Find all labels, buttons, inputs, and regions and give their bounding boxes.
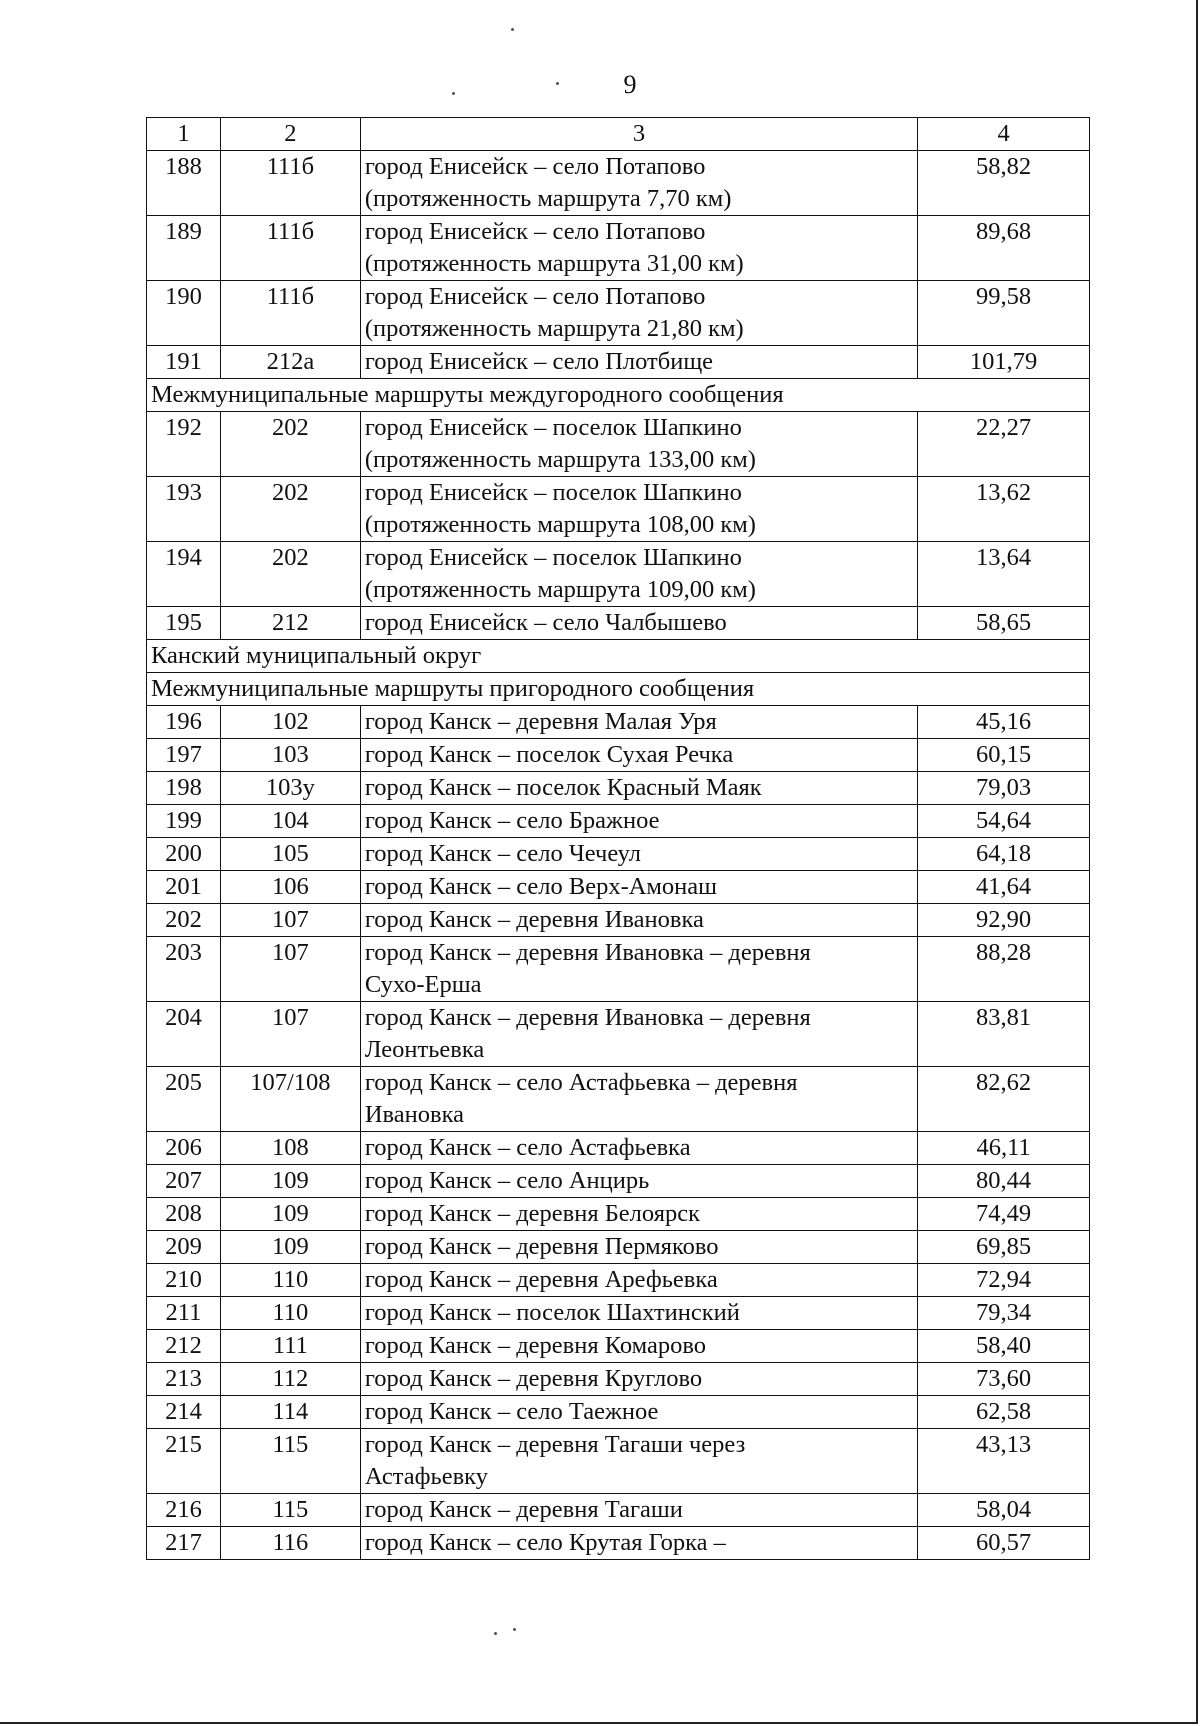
route-value-cell: 58,65	[918, 607, 1090, 640]
route-line: Астафьевку	[364, 1463, 488, 1490]
route-number-cell: 203	[147, 937, 221, 1002]
route-number-cell: 205	[147, 1067, 221, 1132]
route-code-cell: 109	[220, 1198, 360, 1231]
route-line: город Канск – поселок Сухая Речка	[364, 741, 734, 768]
route-code-cell: 109	[220, 1165, 360, 1198]
table-header-row	[147, 118, 1090, 151]
route-number-cell: 215	[147, 1429, 221, 1494]
route-name-cell	[360, 412, 917, 477]
route-code-cell: 111	[220, 1330, 360, 1363]
table-row	[147, 1527, 1090, 1560]
route-value-cell: 80,44	[918, 1165, 1090, 1198]
column-header: 2	[220, 118, 360, 151]
route-code-cell: 111б	[220, 281, 360, 346]
route-line: город Енисейск – поселок Шапкино	[364, 414, 742, 441]
route-code-cell: 109	[220, 1231, 360, 1264]
route-value-cell: 99,58	[918, 281, 1090, 346]
route-value-cell: 101,79	[918, 346, 1090, 379]
section-heading-row	[147, 379, 1090, 412]
route-number-cell: 216	[147, 1494, 221, 1527]
route-line: город Канск – село Крутая Горка –	[364, 1529, 726, 1556]
route-name-cell	[360, 281, 917, 346]
route-number-cell: 194	[147, 542, 221, 607]
table-row	[147, 151, 1090, 216]
table-row	[147, 772, 1090, 805]
table-row	[147, 412, 1090, 477]
route-number-cell: 206	[147, 1132, 221, 1165]
route-name-cell	[360, 706, 917, 739]
route-number-cell: 195	[147, 607, 221, 640]
table-row	[147, 281, 1090, 346]
route-code-cell: 104	[220, 805, 360, 838]
route-name-cell	[360, 542, 917, 607]
route-line: город Енисейск – поселок Шапкино	[364, 544, 742, 571]
table-row	[147, 477, 1090, 542]
route-code-cell: 212	[220, 607, 360, 640]
route-name-cell	[360, 871, 917, 904]
route-line: (протяженность маршрута 21,80 км)	[364, 315, 744, 342]
route-code-cell: 110	[220, 1264, 360, 1297]
route-number-cell: 199	[147, 805, 221, 838]
route-number-cell: 212	[147, 1330, 221, 1363]
route-line: Сухо-Ерша	[364, 971, 482, 998]
route-code-cell: 212а	[220, 346, 360, 379]
table-row	[147, 1198, 1090, 1231]
route-name-cell	[360, 346, 917, 379]
route-name-cell	[360, 1002, 917, 1067]
route-value-cell: 58,04	[918, 1494, 1090, 1527]
route-value-cell: 69,85	[918, 1231, 1090, 1264]
table-row	[147, 346, 1090, 379]
route-value-cell: 45,16	[918, 706, 1090, 739]
route-value-cell: 58,82	[918, 151, 1090, 216]
scan-speck	[511, 28, 514, 31]
route-name-cell	[360, 1396, 917, 1429]
route-number-cell: 190	[147, 281, 221, 346]
route-name-cell	[360, 1429, 917, 1494]
table-row	[147, 1067, 1090, 1132]
route-line: город Енисейск – село Чалбышево	[364, 609, 727, 636]
route-value-cell: 79,03	[918, 772, 1090, 805]
route-name-cell	[360, 1132, 917, 1165]
route-number-cell: 208	[147, 1198, 221, 1231]
route-number-cell: 214	[147, 1396, 221, 1429]
section-heading: Межмуниципальные маршруты пригородного сообщения	[147, 673, 1090, 706]
scan-speck	[556, 82, 559, 85]
route-value-cell: 89,68	[918, 216, 1090, 281]
table-row	[147, 607, 1090, 640]
route-line: город Канск – деревня Круглово	[364, 1365, 703, 1392]
route-line: город Канск – деревня Пермяково	[364, 1233, 719, 1260]
route-number-cell: 204	[147, 1002, 221, 1067]
section-heading-row	[147, 640, 1090, 673]
routes-table	[146, 117, 1090, 1560]
route-line: город Канск – село Анцирь	[364, 1167, 650, 1194]
route-line: Ивановка	[364, 1101, 464, 1128]
route-line: город Канск – деревня Арефьевка	[364, 1266, 718, 1293]
route-line: город Енисейск – поселок Шапкино	[364, 479, 742, 506]
route-name-cell	[360, 772, 917, 805]
table-row	[147, 216, 1090, 281]
route-line: город Канск – село Астафьевка – деревня	[364, 1069, 798, 1096]
table-row	[147, 838, 1090, 871]
route-name-cell	[360, 1231, 917, 1264]
route-code-cell: 105	[220, 838, 360, 871]
route-code-cell: 112	[220, 1363, 360, 1396]
route-line: (протяженность маршрута 109,00 км)	[364, 576, 756, 603]
route-name-cell	[360, 607, 917, 640]
route-number-cell: 198	[147, 772, 221, 805]
table-row	[147, 1429, 1090, 1494]
route-number-cell: 213	[147, 1363, 221, 1396]
route-name-cell	[360, 1297, 917, 1330]
route-line: (протяженность маршрута 133,00 км)	[364, 446, 756, 473]
scan-speck	[452, 92, 455, 95]
route-code-cell: 115	[220, 1429, 360, 1494]
route-line: город Канск – деревня Ивановка – деревня	[364, 1004, 811, 1031]
route-line: (протяженность маршрута 108,00 км)	[364, 511, 756, 538]
route-line: Леонтьевка	[364, 1036, 485, 1063]
table-row	[147, 937, 1090, 1002]
section-heading: Канский муниципальный округ	[147, 640, 1090, 673]
route-code-cell: 106	[220, 871, 360, 904]
route-number-cell: 191	[147, 346, 221, 379]
route-code-cell: 102	[220, 706, 360, 739]
route-line: город Канск – село Верх-Амонаш	[364, 873, 718, 900]
route-value-cell: 74,49	[918, 1198, 1090, 1231]
route-code-cell: 103	[220, 739, 360, 772]
route-value-cell: 13,62	[918, 477, 1090, 542]
route-name-cell	[360, 1165, 917, 1198]
route-value-cell: 92,90	[918, 904, 1090, 937]
route-line: город Канск – село Астафьевка	[364, 1134, 691, 1161]
route-value-cell: 22,27	[918, 412, 1090, 477]
route-code-cell: 107/108	[220, 1067, 360, 1132]
route-name-cell	[360, 477, 917, 542]
route-line: город Енисейск – село Потапово	[364, 153, 706, 180]
route-line: (протяженность маршрута 31,00 км)	[364, 250, 744, 277]
route-code-cell: 202	[220, 542, 360, 607]
route-line: город Канск – поселок Красный Маяк	[364, 774, 762, 801]
route-line: (протяженность маршрута 7,70 км)	[364, 185, 732, 212]
column-header: 1	[147, 118, 221, 151]
route-code-cell: 107	[220, 1002, 360, 1067]
route-value-cell: 82,62	[918, 1067, 1090, 1132]
route-line: город Канск – село Чечеул	[364, 840, 642, 867]
route-code-cell: 103у	[220, 772, 360, 805]
route-value-cell: 54,64	[918, 805, 1090, 838]
route-name-cell	[360, 1527, 917, 1560]
route-line: город Енисейск – село Плотбище	[364, 348, 714, 375]
route-number-cell: 189	[147, 216, 221, 281]
route-number-cell: 217	[147, 1527, 221, 1560]
route-name-cell	[360, 904, 917, 937]
routes-table-body	[147, 118, 1090, 1560]
route-value-cell: 79,34	[918, 1297, 1090, 1330]
table-row	[147, 542, 1090, 607]
route-value-cell: 60,15	[918, 739, 1090, 772]
table-row	[147, 1330, 1090, 1363]
table-row	[147, 706, 1090, 739]
route-line: город Канск – село Таежное	[364, 1398, 659, 1425]
page-number: 9	[623, 70, 637, 99]
route-number-cell: 210	[147, 1264, 221, 1297]
table-row	[147, 904, 1090, 937]
route-value-cell: 58,40	[918, 1330, 1090, 1363]
route-name-cell	[360, 1330, 917, 1363]
route-code-cell: 110	[220, 1297, 360, 1330]
section-heading-row	[147, 673, 1090, 706]
route-code-cell: 202	[220, 412, 360, 477]
route-line: город Канск – поселок Шахтинский	[364, 1299, 740, 1326]
route-number-cell: 193	[147, 477, 221, 542]
table-row	[147, 871, 1090, 904]
route-value-cell: 41,64	[918, 871, 1090, 904]
table-row	[147, 1231, 1090, 1264]
route-value-cell: 83,81	[918, 1002, 1090, 1067]
route-number-cell: 196	[147, 706, 221, 739]
route-name-cell	[360, 1067, 917, 1132]
scan-speck	[513, 1628, 516, 1631]
route-value-cell: 62,58	[918, 1396, 1090, 1429]
route-line: город Енисейск – село Потапово	[364, 218, 706, 245]
route-value-cell: 60,57	[918, 1527, 1090, 1560]
route-line: город Канск – деревня Ивановка – деревня	[364, 939, 811, 966]
route-value-cell: 72,94	[918, 1264, 1090, 1297]
route-number-cell: 201	[147, 871, 221, 904]
table-row	[147, 1132, 1090, 1165]
route-number-cell: 207	[147, 1165, 221, 1198]
table-row	[147, 1002, 1090, 1067]
route-line: город Канск – деревня Тагаши	[364, 1496, 683, 1523]
route-number-cell: 197	[147, 739, 221, 772]
route-name-cell	[360, 216, 917, 281]
route-name-cell	[360, 1494, 917, 1527]
route-number-cell: 202	[147, 904, 221, 937]
route-code-cell: 107	[220, 937, 360, 1002]
route-name-cell	[360, 1198, 917, 1231]
route-value-cell: 64,18	[918, 838, 1090, 871]
route-value-cell: 73,60	[918, 1363, 1090, 1396]
route-name-cell	[360, 805, 917, 838]
route-line: город Енисейск – село Потапово	[364, 283, 706, 310]
route-code-cell: 115	[220, 1494, 360, 1527]
column-header: 4	[918, 118, 1090, 151]
table-row	[147, 805, 1090, 838]
route-code-cell: 202	[220, 477, 360, 542]
route-code-cell: 114	[220, 1396, 360, 1429]
route-name-cell	[360, 739, 917, 772]
route-line: город Канск – деревня Белоярск	[364, 1200, 700, 1227]
route-name-cell	[360, 1363, 917, 1396]
table-row	[147, 1165, 1090, 1198]
route-value-cell: 88,28	[918, 937, 1090, 1002]
route-number-cell: 209	[147, 1231, 221, 1264]
route-number-cell: 200	[147, 838, 221, 871]
table-row	[147, 1363, 1090, 1396]
route-line: город Канск – деревня Ивановка	[364, 906, 704, 933]
table-row	[147, 1297, 1090, 1330]
route-name-cell	[360, 937, 917, 1002]
route-code-cell: 111б	[220, 151, 360, 216]
route-code-cell: 108	[220, 1132, 360, 1165]
route-line: город Канск – село Бражное	[364, 807, 660, 834]
route-value-cell: 13,64	[918, 542, 1090, 607]
route-name-cell	[360, 1264, 917, 1297]
route-value-cell: 43,13	[918, 1429, 1090, 1494]
route-number-cell: 211	[147, 1297, 221, 1330]
route-code-cell: 111б	[220, 216, 360, 281]
route-line: город Канск – деревня Комарово	[364, 1332, 707, 1359]
table-row	[147, 739, 1090, 772]
column-header: 3	[360, 118, 917, 151]
route-value-cell: 46,11	[918, 1132, 1090, 1165]
table-row	[147, 1396, 1090, 1429]
route-name-cell	[360, 838, 917, 871]
route-line: город Канск – деревня Тагаши через	[364, 1431, 746, 1458]
table-row	[147, 1494, 1090, 1527]
table-row	[147, 1264, 1090, 1297]
scan-speck	[494, 1632, 497, 1635]
route-code-cell: 107	[220, 904, 360, 937]
route-code-cell: 116	[220, 1527, 360, 1560]
route-number-cell: 188	[147, 151, 221, 216]
route-number-cell: 192	[147, 412, 221, 477]
route-name-cell	[360, 151, 917, 216]
route-line: город Канск – деревня Малая Уря	[364, 708, 717, 735]
section-heading: Межмуниципальные маршруты междугородного сообщения	[147, 379, 1090, 412]
